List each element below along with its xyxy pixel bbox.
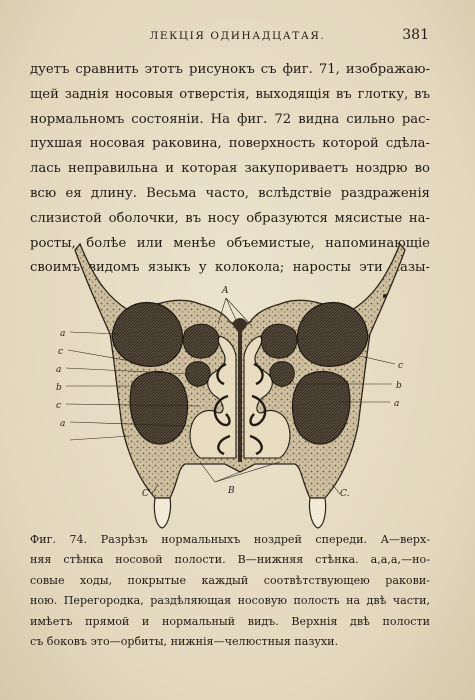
label-C-left: C xyxy=(142,489,149,499)
nasal-cross-section-figure xyxy=(40,236,440,536)
label-b-right: b xyxy=(396,381,402,391)
label-c-left-2: c xyxy=(56,401,62,411)
left-orbit xyxy=(112,303,183,367)
label-a-right: a xyxy=(394,399,400,409)
caption-line: няя стѣнка носовой полости. В—нижняя стѣнка. а,а,а,—но- xyxy=(30,553,430,567)
label-C-right: C. xyxy=(340,489,350,499)
right-orbit xyxy=(297,303,368,367)
label-a-left-1: a xyxy=(60,329,66,339)
plate-mark xyxy=(383,294,387,298)
body-line: щей заднія носовыя отверстія, выходящія въ глотку, въ xyxy=(30,86,430,102)
body-line: лась неправильна и которая закупориваетъ ноздрю во xyxy=(30,161,430,177)
page-number: 381 xyxy=(402,27,429,43)
caption-line: ною. Перегородка, раздѣляющая носовую полость на двѣ части, xyxy=(30,594,430,608)
caption-line: имѣетъ прямой и нормальный видъ. Верхнія двѣ полости xyxy=(30,614,430,628)
body-line: своимъ видомъ языкъ у колокола; наросты эти назы- xyxy=(30,260,430,276)
label-c-left-1: c xyxy=(58,347,64,357)
label-b-left: b xyxy=(56,383,62,393)
body-line: всю ея длину. Весьма часто, вслѣдствіе раздраженія xyxy=(30,185,430,201)
body-line: дуетъ сравнить этотъ рисунокъ съ фиг. 71, изображаю- xyxy=(30,62,430,77)
nasal-cross-section-illustration xyxy=(40,236,440,536)
caption-line: съ боковъ это—орбиты, нижнія—челюстныя пазухи. xyxy=(30,635,339,649)
label-a-left-3: a xyxy=(60,419,66,429)
label-B: B xyxy=(228,486,235,496)
label-c-right: c xyxy=(398,361,404,371)
right-tooth xyxy=(309,498,325,528)
caption-line: Фиг. 74. Разрѣзъ нормальныхъ ноздрей спереди. А—верх- xyxy=(30,533,430,546)
running-header-title: ЛЕКЦІЯ ОДИНАДЦАТАЯ. xyxy=(149,30,326,42)
body-line: слизистой оболочки, въ носу образуются мясистые на- xyxy=(30,210,430,226)
body-line: росты, болѣе или менѣе объемистые, напоминающіе xyxy=(30,235,430,251)
body-line: пухшая носовая раковина, поверхность которой сдѣла- xyxy=(30,136,430,152)
caption-line: совые ходы, покрытые каждый соотвѣтствующею ракови- xyxy=(30,573,430,587)
body-line: нормальномъ состояніи. На фиг. 72 видна сильно рас- xyxy=(30,111,430,127)
label-a-left-2: a xyxy=(56,365,62,375)
label-A: A xyxy=(222,286,229,296)
nasal-septum xyxy=(238,328,242,462)
figure-caption xyxy=(30,530,430,652)
left-tooth xyxy=(154,498,170,528)
